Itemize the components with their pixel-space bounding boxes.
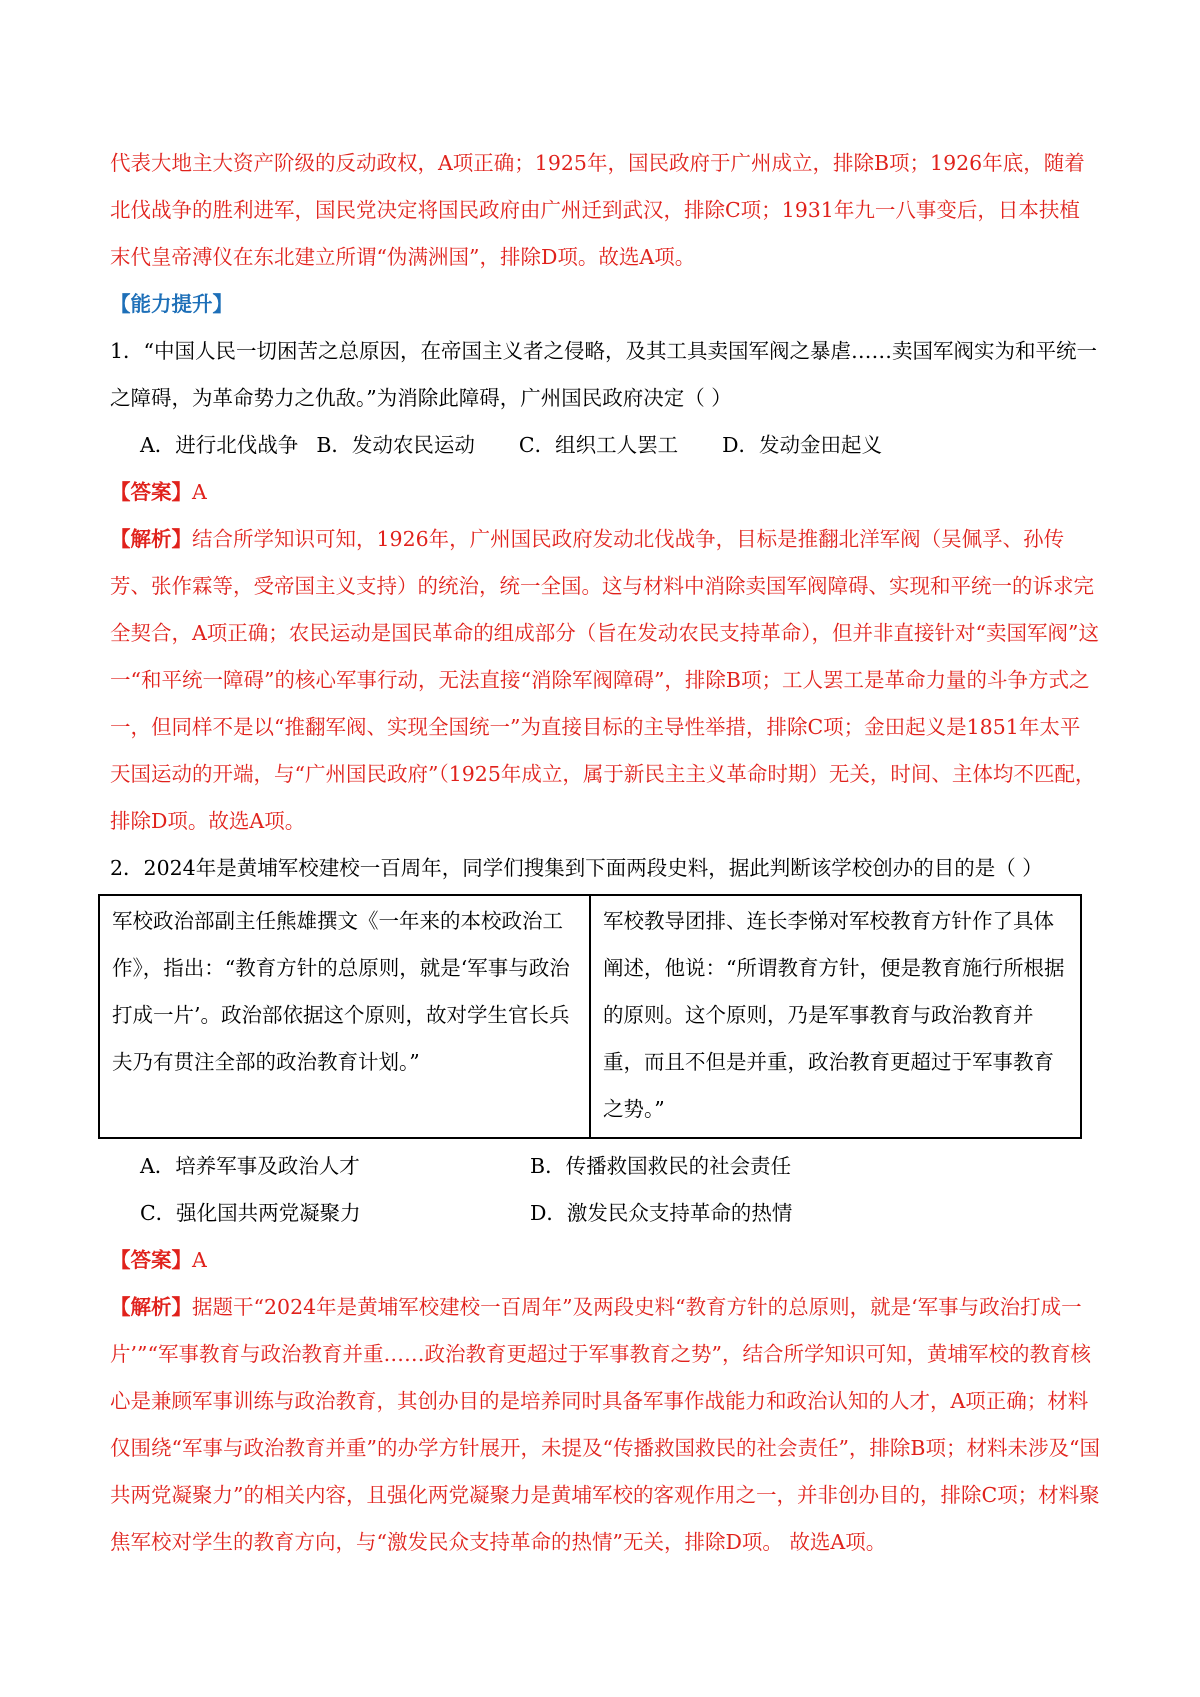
option-b: B．传播救国救民的社会责任 <box>530 1154 792 1178</box>
question-1-options <box>110 422 1100 469</box>
document-page <box>110 140 1100 1566</box>
question-1-answer <box>110 469 1100 516</box>
question-2 <box>110 845 1100 1566</box>
source-right-cell: 军校教导团排、连长李悌对军校教育方针作了具体阐述，他说：“所谓教育方针，便是教育施行所根据的原则。这个原则，乃是军事教育与政治教育并重，而且不但是并重，政治教育更超过于军事教育之势。” <box>590 895 1081 1138</box>
option-c: C．组织工人罢工 <box>518 433 679 457</box>
source-left-cell: 军校政治部副主任熊雄撰文《一年来的本校政治工作》，指出：“教育方针的总原则，就是‘军事与政治打成一片’。政治部依据这个原则，故对学生官长兵夫乃有贯注全部的政治教育计划。” <box>99 895 590 1138</box>
answer-tag: 【答案】 <box>110 480 192 504</box>
answer-tag: 【答案】 <box>110 1248 192 1272</box>
source-material-table <box>98 894 1082 1139</box>
analysis-text: 据题干“2024年是黄埔军校建校一百周年”及两段史料“教育方针的总原则，就是‘军事与政治打成一片’”“军事教育与政治教育并重……政治教育更超过于军事教育之势”，结合所学知识可知，黄埔军校的教育核心是兼顾军事训练与政治教育，其创办目的是培养同时具备军事作战能力和政治认知的人才，A项正确；材料仅围绕“军事与政治教育并重”的办学方针展开，未提及“传播救国救民的社会责任”，排除B项；材料未涉及“国共两党凝聚力”的相关内容，且强化两党凝聚力是黄埔军校的客观作用之一，并非创办目的，排除C项；材料聚焦军校对学生的教育方向，与“激发民众支持革命的热情”无关，排除D项。 故选A项。 <box>110 1295 1100 1554</box>
option-a: A．进行北伐战争 <box>140 433 299 457</box>
question-2-answer <box>110 1237 1100 1284</box>
question-1-analysis <box>110 516 1100 845</box>
analysis-text: 结合所学知识可知，1926年，广州国民政府发动北伐战争，目标是推翻北洋军阀（吴佩孚、孙传芳、张作霖等，受帝国主义支持）的统治，统一全国。这与材料中消除卖国军阀障碍、实现和平统一的诉求完全契合，A项正确；农民运动是国民革命的组成部分（旨在发动农民支持革命），但并非直接针对“卖国军阀”这一“和平统一障碍”的核心军事行动，无法直接“消除军阀障碍”，排除B项；工人罢工是革命力量的斗争方式之一，但同样不是以“推翻军阀、实现全国统一”为直接目标的主导性举措，排除C项；金田起义是1851年太平天国运动的开端，与“广州国民政府”（1925年成立，属于新民主主义革命时期）无关，时间、主体均不匹配，排除D项。故选A项。 <box>110 527 1100 833</box>
question-2-options <box>110 1143 1100 1237</box>
analysis-tag: 【解析】 <box>110 1295 192 1319</box>
option-c: C．强化国共两党凝聚力 <box>140 1201 361 1225</box>
analysis-tag: 【解析】 <box>110 527 192 551</box>
option-a: A．培养军事及政治人才 <box>140 1154 360 1178</box>
question-1 <box>110 328 1100 845</box>
previous-analysis-text: 代表大地主大资产阶级的反动政权，A项正确；1925年，国民政府于广州成立，排除B项；1926年底，随着北伐战争的胜利进军，国民党决定将国民政府由广州迁到武汉，排除C项；1931年九一八事变后，日本扶植末代皇帝溥仪在东北建立所谓“伪满洲国”，排除D项。故选A项。 <box>110 151 1085 269</box>
option-b: B．发动农民运动 <box>316 433 475 457</box>
question-2-stem: 2．2024年是黄埔军校建校一百周年，同学们搜集到下面两段史料，据此判断该学校创办的目的是（ ） <box>110 856 1043 880</box>
question-2-analysis <box>110 1284 1100 1566</box>
question-1-stem: 1．“中国人民一切困苦之总原因，在帝国主义者之侵略，及其工具卖国军阀之暴虐……卖国军阀实为和平统一之障碍，为革命势力之仇敌。”为消除此障碍，广州国民政府决定（ ） <box>110 339 1098 410</box>
answer-value: A <box>192 1248 207 1272</box>
option-d: D．激发民众支持革命的热情 <box>530 1201 793 1225</box>
answer-value: A <box>192 480 207 504</box>
option-d: D．发动金田起义 <box>722 433 883 457</box>
section-title: 【能力提升】 <box>110 292 233 316</box>
